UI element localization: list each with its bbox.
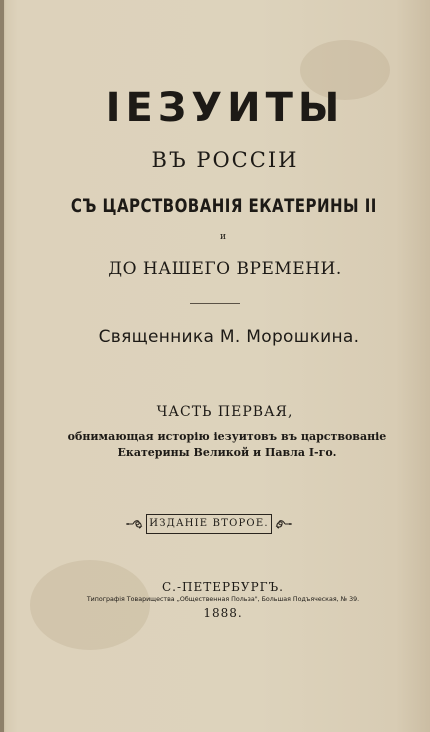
publication-year: 1888. <box>203 606 243 620</box>
subtitle-reign: СЪ ЦАРСТВОВАНІЯ ЕКАТЕРИНЫ II <box>70 195 377 217</box>
subtitle-to-our-time: ДО НАШЕГО ВРЕМЕНИ. <box>108 259 342 279</box>
part-description-line-2: Екатерины Великой и Павла I-го. <box>117 446 337 459</box>
author-line: Священника М. Морошкина. <box>98 327 360 347</box>
part-description-line-1: обнимающая исторію іезуитовъ въ царствованіе <box>67 430 387 443</box>
subtitle-conjunction: и <box>220 232 226 242</box>
printer-imprint: Типографія Товарищества „Общественная Польза", Большая Подъяческая, № 39. <box>86 596 360 603</box>
divider-rule <box>190 303 240 304</box>
subtitle-in-russia: ВЪ РОССІИ <box>151 148 299 172</box>
edition-label: ИЗДАНІЕ ВТОРОЕ. <box>146 514 272 534</box>
publication-city: С.-ПЕТЕРБУРГЪ. <box>162 580 284 594</box>
book-title: ІЕЗУИТЫ <box>105 85 345 131</box>
part-heading: ЧАСТЬ ПЕРВАЯ, <box>156 404 294 420</box>
flourish-ornament-icon <box>124 516 144 532</box>
edition-label-frame <box>124 514 294 534</box>
flourish-ornament-icon <box>274 516 294 532</box>
